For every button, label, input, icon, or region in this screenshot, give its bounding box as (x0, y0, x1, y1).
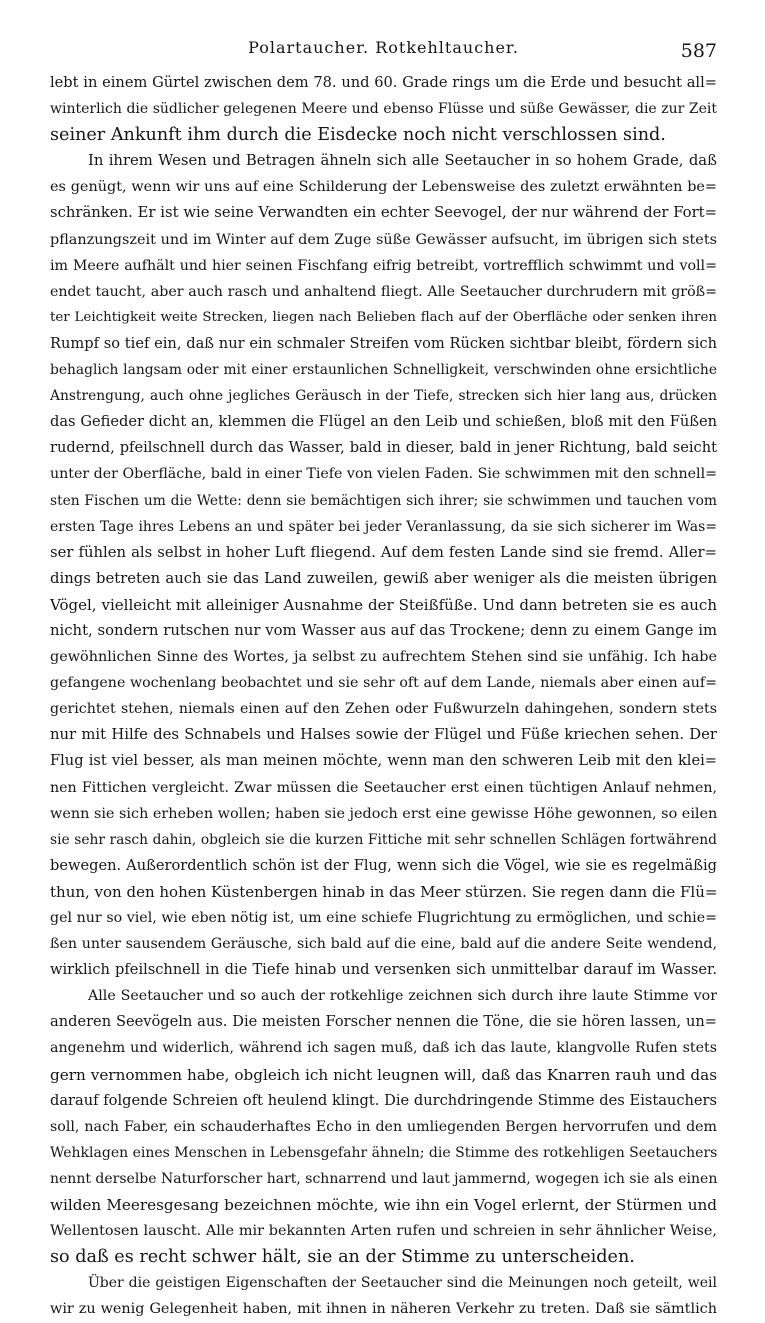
text-line: seiner Ankunft ihm durch die Eisdecke noch nicht verschlossen sind. (50, 125, 666, 146)
text-line: gefangene wochenlang beobachtet und sie sehr oft auf dem Lande, niemals aber einen auf= (50, 675, 717, 692)
text-line: Alle Seetaucher und so auch der rotkehlige zeichnen sich durch ihre laute Stimme vor (88, 988, 717, 1005)
text-line: Vögel, vielleicht mit alleiniger Ausnahme der Steißfüße. Und dann betreten sie es auch (50, 595, 717, 614)
text-line: gerichtet stehen, niemals einen auf den Zehen oder Fußwurzeln dahingehen, sondern stets (50, 701, 717, 718)
text-line: ter Leichtigkeit weite Strecken, liegen nach Belieben flach auf der Oberfläche oder senken ihren (50, 309, 717, 325)
text-line: sie sehr rasch dahin, obgleich sie die kurzen Fittiche mit sehr schnellen Schlägen fortwährend (50, 831, 717, 848)
text-line: Wehklagen eines Menschen in Lebensgefahr ähneln; die Stimme des rotkehligen Seetauchers (50, 1144, 717, 1161)
text-line: gewöhnlichen Sinne des Wortes, ja selbst zu aufrechtem Stehen sind sie unfähig. Ich habe (50, 649, 717, 666)
text-line: gern vernommen habe, obgleich ich nicht leugnen will, daß das Knarren rauh und das (50, 1065, 717, 1084)
running-head: Polartaucher. Rotkehltaucher. (248, 38, 519, 57)
text-line: darauf folgende Schreien oft heulend klingt. Die durchdringende Stimme des Eistauchers (50, 1091, 717, 1109)
text-line: thun, von den hohen Küstenbergen hinab in das Meer stürzen. Sie regen dann die Flü= (50, 882, 717, 901)
text-line: nicht, sondern rutschen nur vom Wasser aus auf das Trockene; denn zu einem Gange im (50, 621, 717, 639)
text-line: es genügt, wenn wir uns auf eine Schilderung der Lebensweise des zuletzt erwähnten be= (50, 179, 717, 196)
text-line: lebt in einem Gürtel zwischen dem 78. und 60. Grade rings um die Erde und besucht all= (50, 74, 717, 91)
text-line: behaglich langsam oder mit einer erstaunlichen Schnelligkeit, verschwinden ohne ersichtliche (50, 362, 717, 379)
text-line: im Meere aufhält und hier seinen Fischfang eifrig betreibt, vortrefflich schwimmt und voll= (50, 257, 717, 274)
text-line: In ihrem Wesen und Betragen ähneln sich alle Seetaucher in so hohem Grade, daß (88, 152, 717, 170)
text-line: ersten Tage ihres Lebens an und später bei jeder Veranlassung, da sie sich sicherer im Was= (50, 518, 717, 535)
page-number: 587 (680, 40, 717, 62)
text-line: Rumpf so tief ein, daß nur ein schmaler Streifen vom Rücken sichtbar bleibt, fördern sich (50, 334, 717, 352)
text-line: endet taucht, aber auch rasch und anhaltend fliegt. Alle Seetaucher durchrudern mit größ= (50, 283, 717, 300)
page-header (50, 34, 717, 60)
text-line: wirklich pfeilschnell in die Tiefe hinab und versenken sich unmittelbar darauf im Wasser. (50, 961, 717, 979)
text-line: winterlich die südlicher gelegenen Meere und ebenso Flüsse und süße Gewässer, die zur Zeit (50, 101, 717, 118)
text-line: soll, nach Faber, ein schauderhaftes Echo in den umliegenden Bergen hervorrufen und dem (50, 1118, 717, 1135)
text-line: schränken. Er ist wie seine Verwandten ein echter Seevogel, der nur während der Fort= (50, 204, 717, 222)
text-line: wir zu wenig Gelegenheit haben, mit ihnen in näheren Verkehr zu treten. Daß sie sämtlich (50, 1301, 717, 1318)
text-line: wenn sie sich erheben wollen; haben sie jedoch erst eine gewisse Höhe gewonnen, so eilen (50, 805, 717, 822)
text-line: dings betreten auch sie das Land zuweilen, gewiß aber weniger als die meisten übrigen (50, 569, 717, 587)
text-line: pflanzungszeit und im Winter auf dem Zuge süße Gewässer aufsucht, im übrigen sich stets (50, 231, 717, 248)
text-line: anderen Seevögeln aus. Die meisten Forscher nennen die Töne, die sie hören lassen, un= (50, 1013, 717, 1031)
text-line: ßen unter sausendem Geräusche, sich bald auf die eine, bald auf die andere Seite wendend, (50, 936, 717, 953)
text-line: unter der Oberfläche, bald in einer Tiefe von vielen Faden. Sie schwimmen mit den schnell= (50, 466, 717, 483)
body-text (50, 70, 717, 1323)
text-line: nen Fittichen vergleicht. Zwar müssen die Seetaucher erst einen tüchtigen Anlauf nehmen, (50, 779, 717, 796)
text-line: gel nur so viel, wie eben nötig ist, um eine schiefe Flugrichtung zu ermöglichen, und schie= (50, 910, 717, 926)
text-line: angenehm und widerlich, während ich sagen muß, daß ich das laute, klangvolle Rufen stets (50, 1040, 717, 1057)
text-line: Anstrengung, auch ohne jegliches Geräusch in der Tiefe, strecken sich hier lang aus, drücken (50, 388, 717, 405)
text-line: nur mit Hilfe des Schnabels und Halses sowie der Flügel und Füße kriechen sehen. Der (50, 726, 717, 744)
text-line: Wellentosen lauscht. Alle mir bekannten Arten rufen und schreien in sehr ähnlicher Weise, (50, 1223, 717, 1240)
text-line: ser fühlen als selbst in hoher Luft fliegend. Auf dem festen Lande sind sie fremd. Aller= (50, 543, 717, 561)
text-line: rudernd, pfeilschnell durch das Wasser, bald in dieser, bald in jener Richtung, bald seicht (50, 439, 717, 457)
text-line: nennt derselbe Naturforscher hart, schnarrend und laut jammernd, wogegen ich sie als einen (50, 1170, 717, 1187)
text-line: bewegen. Außerordentlich schön ist der Flug, wenn sich die Vögel, wie sie es regelmäßig (50, 856, 717, 874)
text-line: Flug ist viel besser, als man meinen möchte, wenn man den schweren Leib mit den klei= (50, 752, 717, 770)
text-line: so daß es recht schwer hält, sie an der Stimme zu unterscheiden. (50, 1247, 635, 1268)
text-line: Über die geistigen Eigenschaften der Seetaucher sind die Meinungen noch geteilt, weil (88, 1275, 717, 1292)
text-line: das Gefieder dicht an, klemmen die Flügel an den Leib und schießen, bloß mit den Füßen (50, 413, 717, 431)
text-line: wilden Meeresgesang bezeichnen möchte, wie ihn ein Vogel erlernt, der Stürmen und (50, 1196, 717, 1215)
text-line: sten Fischen um die Wette: denn sie bemächtigen sich ihrer; sie schwimmen und tauchen vom (50, 492, 717, 509)
